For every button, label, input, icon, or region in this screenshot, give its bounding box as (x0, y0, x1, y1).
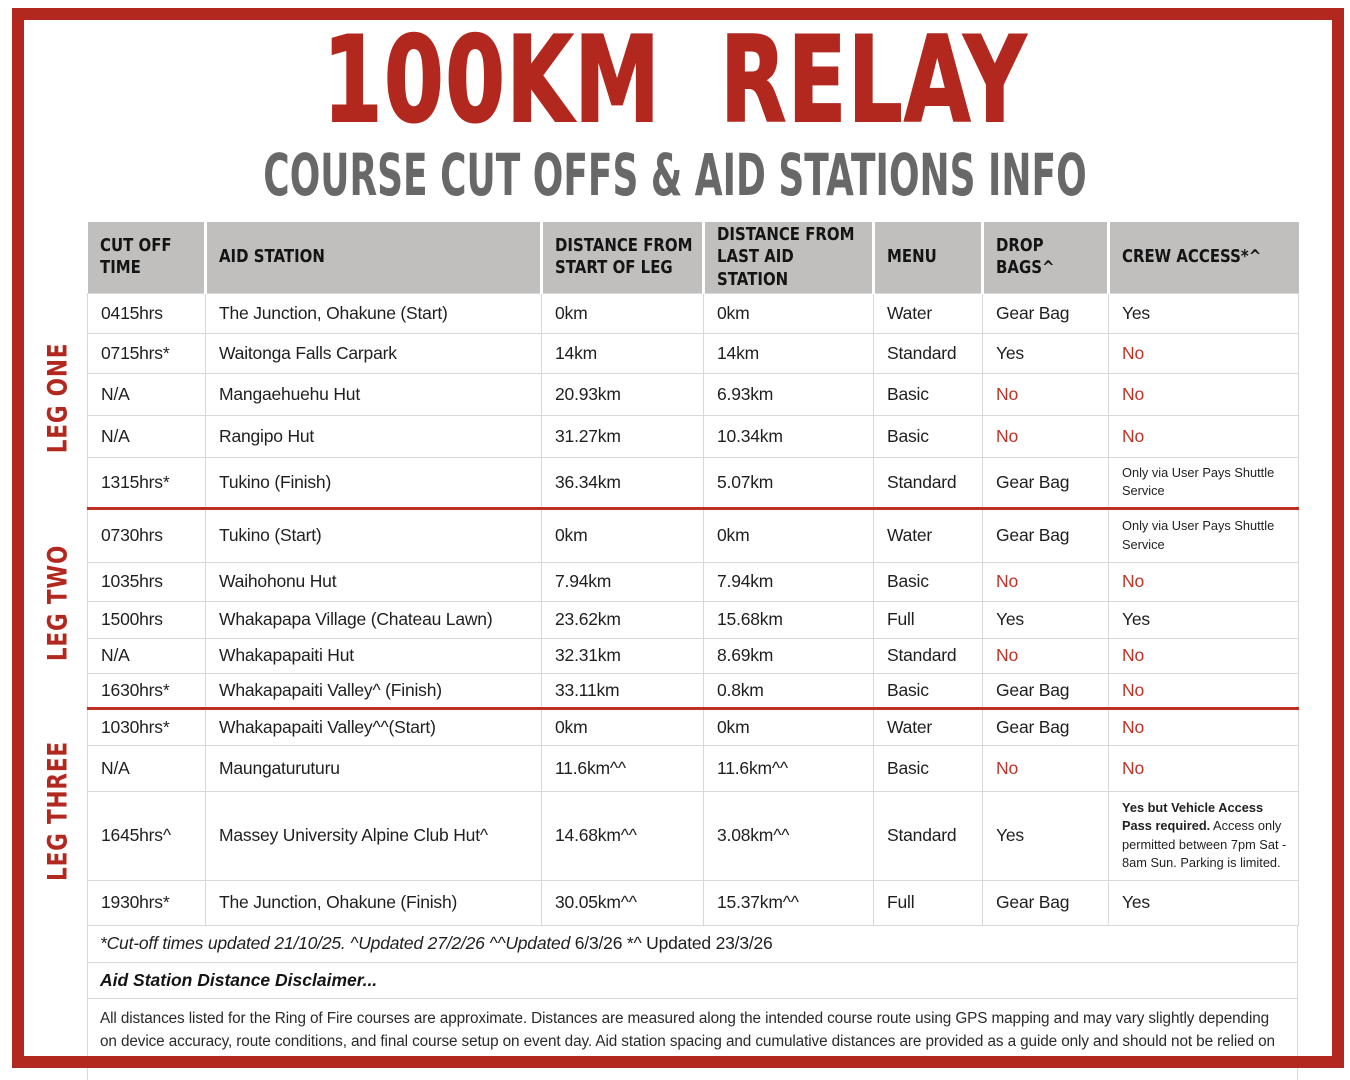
cell-aid-station: Tukino (Finish) (206, 457, 542, 508)
cell-distance-from-start-of-leg: 0km (542, 508, 704, 562)
cell-distance-from-last-aid-station: 15.37km^^ (704, 880, 874, 925)
cell-aid-station: Maungaturuturu (206, 745, 542, 791)
table-row (88, 373, 1299, 415)
cell-drop-bags: Yes (983, 601, 1109, 638)
column-header-cut-off-time: CUT OFF TIME (88, 222, 206, 293)
cell-drop-bags: Gear Bag (983, 708, 1109, 745)
cell-distance-from-start-of-leg: 11.6km^^ (542, 745, 704, 791)
table-row (88, 333, 1299, 373)
aid-stations-table (87, 222, 1299, 926)
cell-cut-off-time: 0730hrs (88, 508, 206, 562)
cell-distance-from-last-aid-station: 7.94km (704, 562, 874, 601)
cell-menu: Water (874, 708, 983, 745)
cell-aid-station: Whakapapaiti Valley^^(Start) (206, 708, 542, 745)
table-row (88, 293, 1299, 333)
column-header-drop-bags: DROP BAGS^ (983, 222, 1109, 293)
cell-aid-station: The Junction, Ohakune (Start) (206, 293, 542, 333)
cell-drop-bags: Gear Bag (983, 880, 1109, 925)
cell-drop-bags: Gear Bag (983, 293, 1109, 333)
table-row (88, 673, 1299, 708)
disclaimer-title: Aid Station Distance Disclaimer... (87, 963, 1298, 999)
cell-cut-off-time: N/A (88, 745, 206, 791)
cell-cut-off-time: 1035hrs (88, 562, 206, 601)
leg-one-label: LEG ONE (42, 342, 74, 454)
cell-distance-from-last-aid-station: 11.6km^^ (704, 745, 874, 791)
cell-distance-from-start-of-leg: 14.68km^^ (542, 791, 704, 880)
cell-drop-bags: Gear Bag (983, 457, 1109, 508)
cell-aid-station: Tukino (Start) (206, 508, 542, 562)
cell-distance-from-start-of-leg: 30.05km^^ (542, 880, 704, 925)
cell-menu: Water (874, 293, 983, 333)
update-note-italic: *Cut-off times updated 21/10/25. ^Updated 27/2/26 ^^Updated (100, 933, 575, 954)
cell-cut-off-time: 1645hrs^ (88, 791, 206, 880)
table-row (88, 791, 1299, 880)
cell-drop-bags: No (983, 638, 1109, 673)
page-title: 100KM RELAY (322, 11, 1028, 150)
table-row (88, 638, 1299, 673)
cell-distance-from-last-aid-station: 0km (704, 508, 874, 562)
cell-drop-bags: Gear Bag (983, 508, 1109, 562)
cell-crew-access: Yes but Vehicle Access Pass required. Access only permitted between 7pm Sat - 8am Sun. Parking is limited. (1109, 791, 1299, 880)
column-header-menu: MENU (874, 222, 983, 293)
cell-crew-access: Yes (1109, 601, 1299, 638)
table-row (88, 745, 1299, 791)
cell-distance-from-start-of-leg: 20.93km (542, 373, 704, 415)
cell-drop-bags: No (983, 745, 1109, 791)
cell-menu: Standard (874, 333, 983, 373)
column-header-aid-station: AID STATION (206, 222, 542, 293)
cell-distance-from-last-aid-station: 3.08km^^ (704, 791, 874, 880)
cell-cut-off-time: 1930hrs* (88, 880, 206, 925)
cell-drop-bags: Gear Bag (983, 673, 1109, 708)
cell-distance-from-start-of-leg: 31.27km (542, 415, 704, 457)
crew-access-bold-note: Yes but Vehicle Access Pass required. (1122, 799, 1264, 834)
cell-menu: Basic (874, 745, 983, 791)
cell-cut-off-time: 0715hrs* (88, 333, 206, 373)
cell-menu: Standard (874, 457, 983, 508)
update-note-rest: 6/3/26 *^ Updated 23/3/26 (574, 933, 773, 954)
cell-aid-station: Waihohonu Hut (206, 562, 542, 601)
table-body (88, 293, 1299, 925)
cell-crew-access: No (1109, 333, 1299, 373)
cell-aid-station: Waitonga Falls Carpark (206, 333, 542, 373)
cell-aid-station: Mangaehuehu Hut (206, 373, 542, 415)
cell-menu: Basic (874, 673, 983, 708)
column-header-distance-from-last-aid-station: DISTANCE FROM LAST AID STATION (704, 222, 874, 293)
column-header-distance-from-start-of-leg: DISTANCE FROM START OF LEG (542, 222, 704, 293)
cell-distance-from-last-aid-station: 0km (704, 293, 874, 333)
cell-distance-from-last-aid-station: 6.93km (704, 373, 874, 415)
cell-cut-off-time: N/A (88, 638, 206, 673)
cell-aid-station: Massey University Alpine Club Hut^ (206, 791, 542, 880)
table-sheet (87, 222, 1298, 1080)
cell-distance-from-start-of-leg: 0km (542, 708, 704, 745)
cell-menu: Standard (874, 791, 983, 880)
cell-aid-station: Whakapapa Village (Chateau Lawn) (206, 601, 542, 638)
cell-crew-access: No (1109, 562, 1299, 601)
table-row (88, 508, 1299, 562)
table-row (88, 562, 1299, 601)
disclaimer-body: All distances listed for the Ring of Fire courses are approximate. Distances are measured along the intended course route using GPS mapping and may vary slightly depending on device accuracy, route conditions, and final course setup on event day. Aid station spacing and cumulative distances are provided as a guide only and should not be relied on as exact measurements. (87, 999, 1298, 1080)
cell-crew-access: Yes (1109, 880, 1299, 925)
cell-aid-station: Rangipo Hut (206, 415, 542, 457)
cell-crew-access: No (1109, 708, 1299, 745)
page-subtitle: COURSE CUT OFFS & AID STATIONS INFO (263, 141, 1087, 209)
table-row (88, 601, 1299, 638)
cell-menu: Basic (874, 373, 983, 415)
cell-menu: Basic (874, 415, 983, 457)
cell-drop-bags: Yes (983, 333, 1109, 373)
cell-distance-from-start-of-leg: 23.62km (542, 601, 704, 638)
cell-drop-bags: Yes (983, 791, 1109, 880)
column-header-crew-access: CREW ACCESS*^ (1109, 222, 1299, 293)
cell-crew-access: Only via User Pays Shuttle Service (1109, 457, 1299, 508)
table-row (88, 415, 1299, 457)
cell-drop-bags: No (983, 373, 1109, 415)
cell-cut-off-time: 0415hrs (88, 293, 206, 333)
table-header-row (88, 222, 1299, 293)
cell-crew-access: No (1109, 415, 1299, 457)
cell-cut-off-time: N/A (88, 415, 206, 457)
cell-cut-off-time: N/A (88, 373, 206, 415)
cell-distance-from-last-aid-station: 5.07km (704, 457, 874, 508)
cut-off-update-note (87, 926, 1298, 963)
cell-distance-from-start-of-leg: 32.31km (542, 638, 704, 673)
cell-crew-access: No (1109, 638, 1299, 673)
cell-cut-off-time: 1315hrs* (88, 457, 206, 508)
cell-crew-access: Only via User Pays Shuttle Service (1109, 508, 1299, 562)
cell-distance-from-start-of-leg: 14km (542, 333, 704, 373)
cell-menu: Water (874, 508, 983, 562)
cell-cut-off-time: 1030hrs* (88, 708, 206, 745)
title-area (0, 11, 1350, 150)
cell-aid-station: Whakapapaiti Hut (206, 638, 542, 673)
leg-three-label: LEG THREE (42, 741, 74, 881)
cell-distance-from-last-aid-station: 15.68km (704, 601, 874, 638)
cell-cut-off-time: 1500hrs (88, 601, 206, 638)
cell-distance-from-last-aid-station: 0.8km (704, 673, 874, 708)
cell-drop-bags: No (983, 415, 1109, 457)
cell-menu: Standard (874, 638, 983, 673)
cell-crew-access: Yes (1109, 293, 1299, 333)
cell-crew-access: No (1109, 373, 1299, 415)
cell-distance-from-last-aid-station: 8.69km (704, 638, 874, 673)
cell-cut-off-time: 1630hrs* (88, 673, 206, 708)
cell-distance-from-start-of-leg: 0km (542, 293, 704, 333)
cell-menu: Full (874, 880, 983, 925)
cell-distance-from-start-of-leg: 33.11km (542, 673, 704, 708)
leg-two-label: LEG TWO (42, 544, 74, 662)
cell-distance-from-last-aid-station: 0km (704, 708, 874, 745)
cell-distance-from-start-of-leg: 36.34km (542, 457, 704, 508)
table-row (88, 708, 1299, 745)
cell-drop-bags: No (983, 562, 1109, 601)
cell-menu: Basic (874, 562, 983, 601)
cell-distance-from-last-aid-station: 14km (704, 333, 874, 373)
cell-aid-station: Whakapapaiti Valley^ (Finish) (206, 673, 542, 708)
table-row (88, 457, 1299, 508)
table-row (88, 880, 1299, 925)
cell-menu: Full (874, 601, 983, 638)
subtitle-area (0, 141, 1350, 209)
cell-crew-access: No (1109, 673, 1299, 708)
cell-distance-from-start-of-leg: 7.94km (542, 562, 704, 601)
cell-distance-from-last-aid-station: 10.34km (704, 415, 874, 457)
cell-aid-station: The Junction, Ohakune (Finish) (206, 880, 542, 925)
cell-crew-access: No (1109, 745, 1299, 791)
